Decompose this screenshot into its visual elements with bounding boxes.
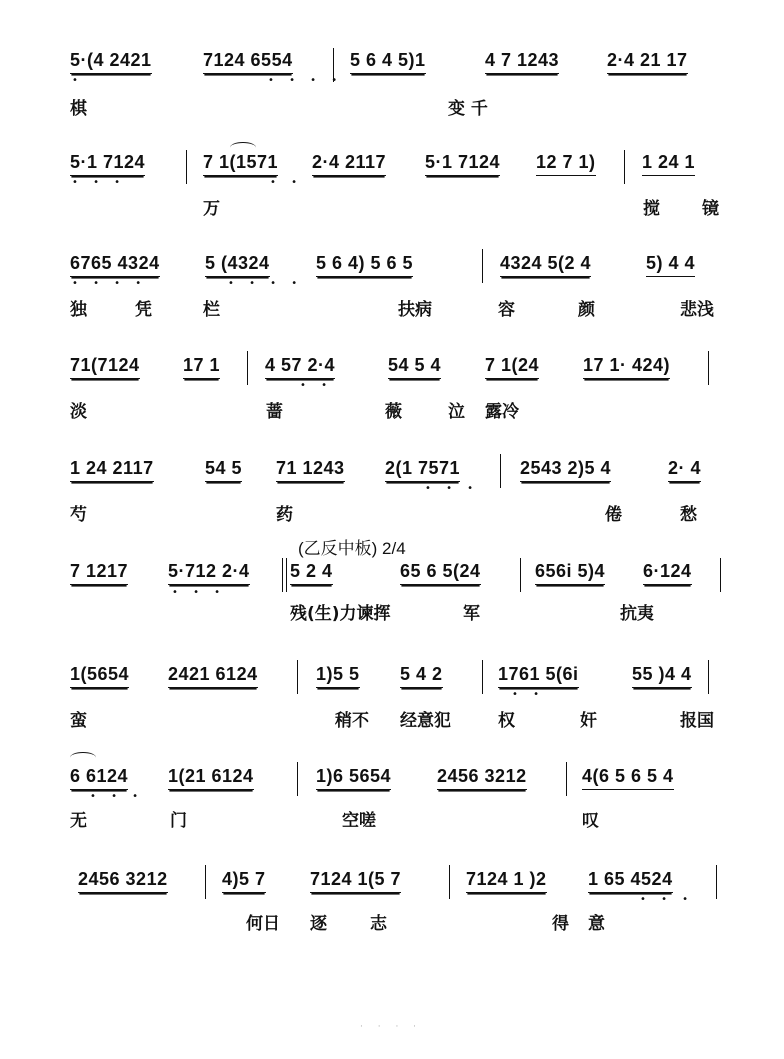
lyric: 逐 bbox=[310, 914, 327, 934]
measure-3-2: 5 (4324 bbox=[205, 253, 270, 277]
measure-8-2: 1(21 6124 bbox=[168, 766, 254, 790]
measure-3-3: 5 6 4) 5 6 5 bbox=[316, 253, 413, 277]
lower-octave-dots bbox=[268, 78, 343, 84]
barline bbox=[186, 150, 187, 184]
lyric: 颜 bbox=[578, 300, 595, 320]
lyric: 得 bbox=[552, 914, 569, 934]
measure-4-3: 4 57 2·4 bbox=[265, 355, 335, 379]
measure-2-1: 5·1 7124 bbox=[70, 152, 145, 176]
lyric: 悲浅 bbox=[680, 300, 714, 320]
lyric: 变 千 bbox=[448, 99, 488, 119]
measure-1-3: 5 6 4 5)1 bbox=[350, 50, 426, 74]
measure-3-1: 6765 4324 bbox=[70, 253, 160, 277]
measure-9-3: 7124 1(5 7 bbox=[310, 869, 401, 893]
measure-1-5: 2·4 21 17 bbox=[607, 50, 688, 74]
measure-3-5: 5) 4 4 bbox=[646, 253, 695, 277]
lyric: 栏 bbox=[203, 300, 220, 320]
measure-5-1: 1 24 2117 bbox=[70, 458, 154, 482]
page-footer-mark: · · · · bbox=[360, 1022, 423, 1032]
measure-8-3: 1)6 5654 bbox=[316, 766, 391, 790]
lyric: 镜 bbox=[702, 199, 719, 219]
barline bbox=[282, 558, 283, 592]
lyric: 军 bbox=[463, 604, 480, 624]
lower-octave-dots bbox=[72, 180, 126, 186]
lower-octave-dots bbox=[228, 281, 303, 287]
barline bbox=[297, 660, 298, 694]
lyric: 泣 bbox=[448, 402, 465, 422]
measure-4-5: 7 1(24 bbox=[485, 355, 539, 379]
measure-7-6: 55 )4 4 bbox=[632, 664, 692, 688]
measure-6-5: 656i 5)4 bbox=[535, 561, 605, 585]
measure-1-2: 7124 6554 bbox=[203, 50, 293, 74]
barline bbox=[716, 865, 717, 899]
measure-2-3: 2·4 2117 bbox=[312, 152, 386, 176]
score-system-4 bbox=[0, 345, 784, 445]
measure-2-5: 12 7 1) bbox=[536, 152, 596, 176]
score-system-1 bbox=[0, 42, 784, 142]
lower-octave-dots bbox=[425, 486, 479, 492]
lower-octave-dots bbox=[90, 794, 144, 800]
barline bbox=[708, 351, 709, 385]
measure-2-6: 1 24 1 bbox=[642, 152, 695, 176]
lyric: 容 bbox=[498, 300, 515, 320]
lyric: 何日 bbox=[246, 914, 280, 934]
measure-8-4: 2456 3212 bbox=[437, 766, 527, 790]
lyric: 独 bbox=[70, 300, 87, 320]
measure-9-1: 2456 3212 bbox=[78, 869, 168, 893]
lower-octave-dots bbox=[270, 180, 303, 186]
lyric: 芍 bbox=[70, 505, 87, 525]
barline bbox=[205, 865, 206, 899]
lower-octave-dots bbox=[512, 692, 545, 698]
lyric: 经意犯 bbox=[400, 711, 451, 731]
lyric: 凭 bbox=[135, 300, 152, 320]
barline bbox=[708, 660, 709, 694]
lower-octave-dot bbox=[72, 78, 84, 84]
lyric: 抗夷 bbox=[620, 604, 654, 624]
measure-3-4: 4324 5(2 4 bbox=[500, 253, 591, 277]
score-system-3 bbox=[0, 243, 784, 343]
lyric: 意 bbox=[588, 914, 605, 934]
measure-5-4: 2(1 7571 bbox=[385, 458, 460, 482]
measure-7-2: 2421 6124 bbox=[168, 664, 258, 688]
measure-4-4: 54 5 4 bbox=[388, 355, 441, 379]
lyric: 搅 bbox=[643, 199, 660, 219]
lyric: 门 bbox=[170, 811, 187, 831]
lyric: 万 bbox=[203, 199, 220, 219]
barline bbox=[449, 865, 450, 899]
measure-7-5: 1761 5(6i bbox=[498, 664, 579, 688]
barline bbox=[247, 351, 248, 385]
measure-8-5: 4(6 5 6 5 4 bbox=[582, 766, 674, 790]
lower-octave-dots bbox=[300, 383, 333, 389]
lyric: 倦 bbox=[605, 505, 622, 525]
measure-4-2: 17 1 bbox=[183, 355, 220, 379]
measure-4-6: 17 1· 424) bbox=[583, 355, 670, 379]
lyric: 蛮 bbox=[70, 711, 87, 731]
lyric: 淡 bbox=[70, 402, 87, 422]
barline bbox=[286, 558, 287, 592]
lyric: 药 bbox=[276, 505, 293, 525]
measure-6-4: 65 6 5(24 bbox=[400, 561, 481, 585]
lyric: 稍不 bbox=[335, 711, 369, 731]
lyric: 叹 bbox=[582, 811, 599, 831]
lyric: 报国 bbox=[680, 711, 714, 731]
measure-9-5: 1 65 4524 bbox=[588, 869, 673, 893]
lyric: 蔷 bbox=[266, 402, 283, 422]
measure-1-1: 5·(4 2421 bbox=[70, 50, 152, 74]
measure-2-2: 7 1(1571 bbox=[203, 152, 278, 176]
score-system-7 bbox=[0, 652, 784, 752]
measure-5-5: 2543 2)5 4 bbox=[520, 458, 611, 482]
measure-5-3: 71 1243 bbox=[276, 458, 345, 482]
tempo-marking: (乙反中板) 2/4 bbox=[298, 539, 406, 558]
lower-octave-dots bbox=[172, 590, 226, 596]
measure-7-3: 1)5 5 bbox=[316, 664, 360, 688]
measure-9-4: 7124 1 )2 bbox=[466, 869, 547, 893]
lyric: 愁 bbox=[680, 505, 697, 525]
barline bbox=[720, 558, 721, 592]
measure-2-4: 5·1 7124 bbox=[425, 152, 500, 176]
measure-9-2: 4)5 7 bbox=[222, 869, 266, 893]
measure-5-6: 2· 4 bbox=[668, 458, 701, 482]
measure-6-1: 7 1217 bbox=[70, 561, 128, 585]
measure-4-1: 71(7124 bbox=[70, 355, 140, 379]
lyric: 志 bbox=[370, 914, 387, 934]
measure-1-4: 4 7 1243 bbox=[485, 50, 559, 74]
lyric: 棋 bbox=[70, 99, 87, 119]
measure-7-4: 5 4 2 bbox=[400, 664, 443, 688]
barline bbox=[520, 558, 521, 592]
score-system-8 bbox=[0, 752, 784, 852]
lyric: 奸 bbox=[580, 711, 597, 731]
score-system-2 bbox=[0, 142, 784, 242]
measure-6-3: 5 2 4 bbox=[290, 561, 333, 585]
measure-8-1: 6 6124 bbox=[70, 766, 128, 790]
lyric: 露冷 bbox=[485, 402, 519, 422]
lyric: 扶病 bbox=[398, 300, 432, 320]
barline bbox=[500, 454, 501, 488]
lyric: 残(生)力谏挥 bbox=[290, 604, 391, 624]
barline bbox=[482, 249, 483, 283]
lyric: 空嗟 bbox=[342, 811, 376, 831]
lyric: 薇 bbox=[385, 402, 402, 422]
score-system-9 bbox=[0, 855, 784, 955]
score-system-6 bbox=[0, 528, 784, 628]
slur bbox=[70, 752, 96, 763]
barline bbox=[624, 150, 625, 184]
measure-6-2: 5·712 2·4 bbox=[168, 561, 250, 585]
lyric: 无 bbox=[70, 811, 87, 831]
lower-octave-dots bbox=[72, 281, 147, 287]
lower-octave-dots bbox=[640, 897, 694, 903]
measure-7-1: 1(5654 bbox=[70, 664, 129, 688]
lyric: 权 bbox=[498, 711, 515, 731]
barline bbox=[482, 660, 483, 694]
measure-5-2: 54 5 bbox=[205, 458, 242, 482]
barline bbox=[297, 762, 298, 796]
measure-6-6: 6·124 bbox=[643, 561, 692, 585]
barline bbox=[566, 762, 567, 796]
